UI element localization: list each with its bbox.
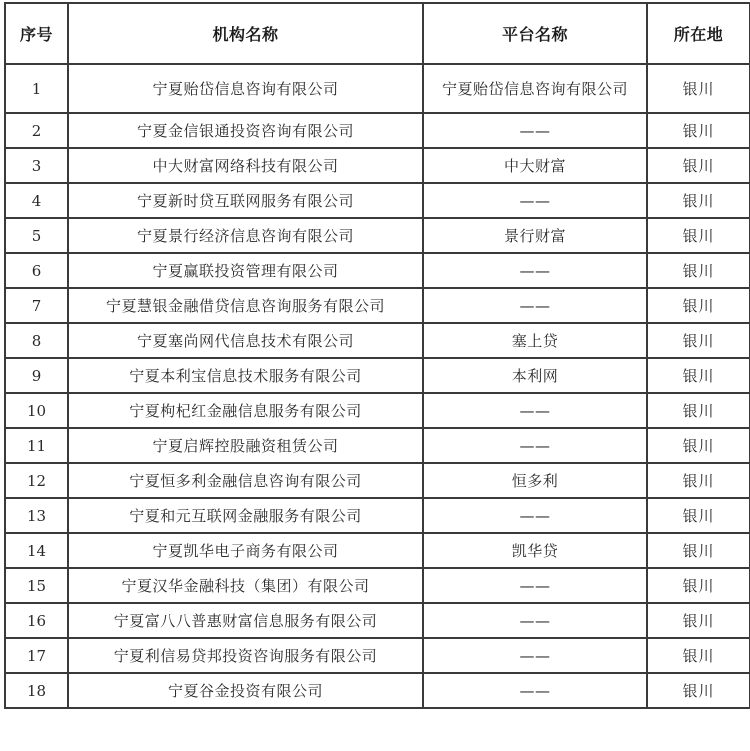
cell-index: 12 [5, 463, 68, 498]
cell-platform: —— [423, 113, 647, 148]
cell-location: 银川 [647, 113, 750, 148]
table-row [5, 393, 750, 428]
cell-location: 银川 [647, 428, 750, 463]
cell-location: 银川 [647, 533, 750, 568]
cell-index: 18 [5, 673, 68, 708]
header-row [5, 3, 750, 64]
cell-organization: 中大财富网络科技有限公司 [68, 148, 423, 183]
cell-platform: —— [423, 253, 647, 288]
cell-location: 银川 [647, 498, 750, 533]
cell-platform: 塞上贷 [423, 323, 647, 358]
cell-location: 银川 [647, 148, 750, 183]
cell-platform: —— [423, 673, 647, 708]
cell-index: 8 [5, 323, 68, 358]
cell-index: 16 [5, 603, 68, 638]
cell-organization: 宁夏赢联投资管理有限公司 [68, 253, 423, 288]
cell-organization: 宁夏富八八普惠财富信息服务有限公司 [68, 603, 423, 638]
cell-location: 银川 [647, 673, 750, 708]
header-platform: 平台名称 [423, 3, 647, 64]
table-row [5, 288, 750, 323]
cell-platform: 景行财富 [423, 218, 647, 253]
institution-table-container [4, 2, 750, 709]
cell-platform: —— [423, 183, 647, 218]
header-location: 所在地 [647, 3, 750, 64]
cell-organization: 宁夏和元互联网金融服务有限公司 [68, 498, 423, 533]
cell-platform: 本利网 [423, 358, 647, 393]
cell-location: 银川 [647, 568, 750, 603]
cell-platform: 凯华贷 [423, 533, 647, 568]
cell-index: 1 [5, 64, 68, 113]
cell-location: 银川 [647, 638, 750, 673]
table-row [5, 428, 750, 463]
cell-index: 3 [5, 148, 68, 183]
table-row [5, 113, 750, 148]
cell-index: 4 [5, 183, 68, 218]
cell-location: 银川 [647, 288, 750, 323]
cell-platform: —— [423, 393, 647, 428]
cell-location: 银川 [647, 393, 750, 428]
table-row [5, 148, 750, 183]
cell-organization: 宁夏贻岱信息咨询有限公司 [68, 64, 423, 113]
cell-organization: 宁夏金信银通投资咨询有限公司 [68, 113, 423, 148]
cell-platform: —— [423, 568, 647, 603]
cell-platform: —— [423, 498, 647, 533]
cell-location: 银川 [647, 603, 750, 638]
table-header [5, 3, 750, 64]
cell-platform: 中大财富 [423, 148, 647, 183]
cell-index: 11 [5, 428, 68, 463]
cell-organization: 宁夏恒多利金融信息咨询有限公司 [68, 463, 423, 498]
institution-table [4, 2, 750, 709]
cell-organization: 宁夏慧银金融借贷信息咨询服务有限公司 [68, 288, 423, 323]
cell-organization: 宁夏本利宝信息技术服务有限公司 [68, 358, 423, 393]
cell-location: 银川 [647, 253, 750, 288]
cell-platform: 宁夏贻岱信息咨询有限公司 [423, 64, 647, 113]
cell-organization: 宁夏汉华金融科技（集团）有限公司 [68, 568, 423, 603]
cell-index: 6 [5, 253, 68, 288]
cell-organization: 宁夏利信易贷邦投资咨询服务有限公司 [68, 638, 423, 673]
cell-index: 9 [5, 358, 68, 393]
cell-platform: —— [423, 428, 647, 463]
cell-organization: 宁夏景行经济信息咨询有限公司 [68, 218, 423, 253]
cell-organization: 宁夏凯华电子商务有限公司 [68, 533, 423, 568]
cell-organization: 宁夏枸杞红金融信息服务有限公司 [68, 393, 423, 428]
header-index: 序号 [5, 3, 68, 64]
table-row [5, 673, 750, 708]
table-row [5, 498, 750, 533]
table-row [5, 638, 750, 673]
cell-index: 14 [5, 533, 68, 568]
cell-location: 银川 [647, 64, 750, 113]
table-row [5, 183, 750, 218]
cell-organization: 宁夏谷金投资有限公司 [68, 673, 423, 708]
cell-index: 7 [5, 288, 68, 323]
table-row [5, 218, 750, 253]
table-row [5, 253, 750, 288]
cell-index: 13 [5, 498, 68, 533]
cell-location: 银川 [647, 183, 750, 218]
cell-organization: 宁夏塞尚网代信息技术有限公司 [68, 323, 423, 358]
table-row [5, 64, 750, 113]
cell-location: 银川 [647, 358, 750, 393]
table-row [5, 603, 750, 638]
header-organization: 机构名称 [68, 3, 423, 64]
table-row [5, 463, 750, 498]
cell-location: 银川 [647, 218, 750, 253]
cell-organization: 宁夏新时贷互联网服务有限公司 [68, 183, 423, 218]
table-row [5, 568, 750, 603]
cell-index: 2 [5, 113, 68, 148]
cell-platform: 恒多利 [423, 463, 647, 498]
cell-index: 17 [5, 638, 68, 673]
cell-index: 10 [5, 393, 68, 428]
table-row [5, 358, 750, 393]
cell-platform: —— [423, 288, 647, 323]
cell-platform: —— [423, 638, 647, 673]
table-body [5, 64, 750, 708]
table-row [5, 533, 750, 568]
cell-location: 银川 [647, 463, 750, 498]
cell-index: 15 [5, 568, 68, 603]
cell-platform: —— [423, 603, 647, 638]
cell-organization: 宁夏启辉控股融资租赁公司 [68, 428, 423, 463]
table-row [5, 323, 750, 358]
cell-location: 银川 [647, 323, 750, 358]
cell-index: 5 [5, 218, 68, 253]
